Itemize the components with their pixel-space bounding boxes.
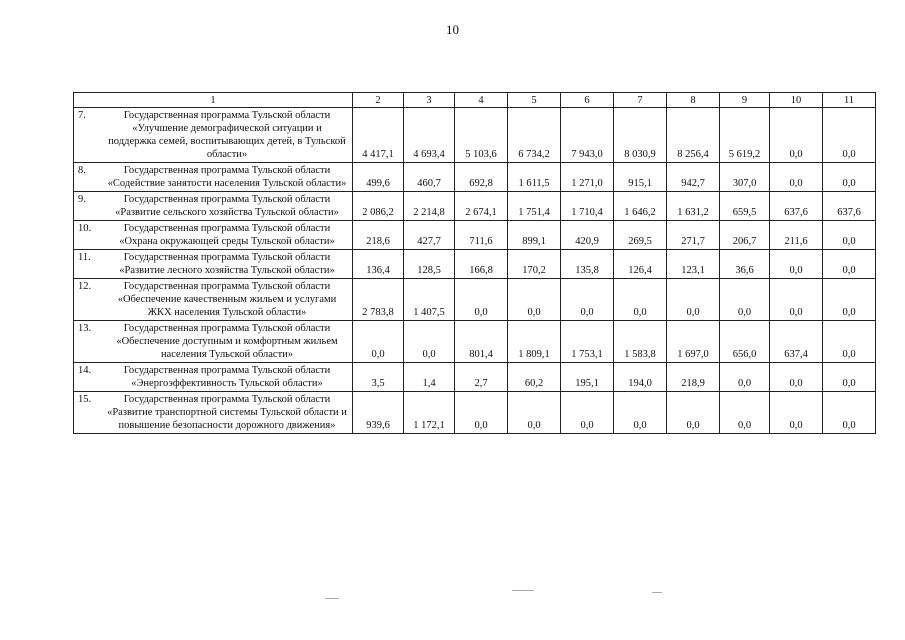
table-row [74,279,876,321]
value-cell: 0,0 [720,279,770,321]
value-cell: 2,7 [455,363,508,392]
value-cell: 0,0 [614,279,667,321]
value-cell: 659,5 [720,192,770,221]
column-header: 2 [353,93,404,108]
value-cell: 0,0 [823,221,876,250]
value-cell: 2 086,2 [353,192,404,221]
table-row [74,221,876,250]
value-cell: 711,6 [455,221,508,250]
program-name: Государственная программа Тульской области «Охрана окружающей среды Тульской области» [119,223,335,247]
row-index: 7. [78,110,86,121]
value-cell: 1 583,8 [614,321,667,363]
row-index: 10. [78,223,92,234]
program-name-cell [74,192,353,221]
value-cell: 0,0 [770,363,823,392]
value-cell: 1 809,1 [508,321,561,363]
value-cell: 194,0 [614,363,667,392]
row-index: 13. [78,323,92,334]
value-cell: 1 611,5 [508,163,561,192]
value-cell: 0,0 [823,108,876,163]
value-cell: 427,7 [404,221,455,250]
value-cell: 1 646,2 [614,192,667,221]
column-header: 1 [74,93,353,108]
value-cell: 0,0 [508,392,561,434]
value-cell: 5 619,2 [720,108,770,163]
program-name: Государственная программа Тульской области «Обеспечение доступным и комфортным жильем населения Тульской области» [116,323,338,360]
table-row [74,192,876,221]
value-cell: 211,6 [770,221,823,250]
value-cell: 0,0 [667,279,720,321]
row-index: 15. [78,394,92,405]
value-cell: 0,0 [508,279,561,321]
value-cell: 7 943,0 [561,108,614,163]
value-cell: 0,0 [823,363,876,392]
value-cell: 0,0 [823,321,876,363]
value-cell: 4 693,4 [404,108,455,163]
value-cell: 499,6 [353,163,404,192]
value-cell: 0,0 [770,392,823,434]
column-header: 4 [455,93,508,108]
row-index: 14. [78,365,92,376]
value-cell: 939,6 [353,392,404,434]
value-cell: 271,7 [667,221,720,250]
table-body [74,108,876,434]
row-index: 12. [78,281,92,292]
value-cell: 0,0 [823,279,876,321]
value-cell: 0,0 [404,321,455,363]
column-header: 7 [614,93,667,108]
value-cell: 36,6 [720,250,770,279]
table-row [74,363,876,392]
value-cell: 269,5 [614,221,667,250]
value-cell: 1 710,4 [561,192,614,221]
program-name: Государственная программа Тульской области «Развитие сельского хозяйства Тульской области» [115,194,339,218]
program-name-cell [74,163,353,192]
value-cell: 0,0 [720,392,770,434]
value-cell: 1 697,0 [667,321,720,363]
value-cell: 637,4 [770,321,823,363]
value-cell: 942,7 [667,163,720,192]
value-cell: 637,6 [823,192,876,221]
column-header: 10 [770,93,823,108]
row-index: 8. [78,165,86,176]
value-cell: 126,4 [614,250,667,279]
value-cell: 0,0 [455,279,508,321]
row-index: 11. [78,252,91,263]
value-cell: 1 407,5 [404,279,455,321]
value-cell: 307,0 [720,163,770,192]
row-index: 9. [78,194,86,205]
value-cell: 2 783,8 [353,279,404,321]
budget-table [73,92,876,434]
value-cell: 218,9 [667,363,720,392]
scan-artifact [325,598,339,599]
value-cell: 0,0 [770,279,823,321]
value-cell: 0,0 [561,392,614,434]
column-header: 11 [823,93,876,108]
program-name: Государственная программа Тульской области «Содействие занятости населения Тульской области» [107,165,347,189]
value-cell: 1 751,4 [508,192,561,221]
program-name-cell [74,363,353,392]
value-cell: 0,0 [353,321,404,363]
value-cell: 420,9 [561,221,614,250]
value-cell: 637,6 [770,192,823,221]
value-cell: 1 271,0 [561,163,614,192]
value-cell: 0,0 [770,108,823,163]
value-cell: 0,0 [770,163,823,192]
value-cell: 123,1 [667,250,720,279]
value-cell: 1 631,2 [667,192,720,221]
program-name-cell [74,250,353,279]
value-cell: 8 256,4 [667,108,720,163]
value-cell: 0,0 [823,163,876,192]
value-cell: 656,0 [720,321,770,363]
value-cell: 6 734,2 [508,108,561,163]
value-cell: 170,2 [508,250,561,279]
value-cell: 899,1 [508,221,561,250]
value-cell: 801,4 [455,321,508,363]
value-cell: 2 674,1 [455,192,508,221]
value-cell: 1 753,1 [561,321,614,363]
value-cell: 460,7 [404,163,455,192]
value-cell: 692,8 [455,163,508,192]
value-cell: 3,5 [353,363,404,392]
table-row [74,392,876,434]
column-header: 5 [508,93,561,108]
program-name: Государственная программа Тульской области «Энергоэффективность Тульской области» [123,365,331,389]
value-cell: 4 417,1 [353,108,404,163]
program-name-cell [74,321,353,363]
value-cell: 5 103,6 [455,108,508,163]
program-name: Государственная программа Тульской области «Улучшение демографической ситуации и поддержка семей, воспитывающих детей, в Тульской области» [108,110,346,160]
value-cell: 128,5 [404,250,455,279]
value-cell: 206,7 [720,221,770,250]
value-cell: 195,1 [561,363,614,392]
table-row [74,163,876,192]
value-cell: 166,8 [455,250,508,279]
value-cell: 0,0 [720,363,770,392]
column-header: 9 [720,93,770,108]
scan-artifact [512,590,534,591]
table-row [74,321,876,363]
value-cell: 0,0 [770,250,823,279]
value-cell: 2 214,8 [404,192,455,221]
program-name-cell [74,392,353,434]
header-row [74,93,876,108]
value-cell: 8 030,9 [614,108,667,163]
value-cell: 218,6 [353,221,404,250]
page-number: 10 [446,22,459,37]
column-header: 3 [404,93,455,108]
column-header: 6 [561,93,614,108]
program-name-cell [74,108,353,163]
value-cell: 136,4 [353,250,404,279]
scan-artifact [652,592,662,593]
program-name-cell [74,279,353,321]
program-name: Государственная программа Тульской области «Обеспечение качественным жильем и услугами ЖКХ населения Тульской области» [117,281,337,318]
value-cell: 0,0 [614,392,667,434]
program-name-cell [74,221,353,250]
value-cell: 60,2 [508,363,561,392]
value-cell: 1,4 [404,363,455,392]
value-cell: 1 172,1 [404,392,455,434]
table-row [74,108,876,163]
value-cell: 135,8 [561,250,614,279]
value-cell: 0,0 [823,250,876,279]
value-cell: 915,1 [614,163,667,192]
value-cell: 0,0 [561,279,614,321]
value-cell: 0,0 [455,392,508,434]
value-cell: 0,0 [823,392,876,434]
program-name: Государственная программа Тульской области «Развитие лесного хозяйства Тульской области» [119,252,335,276]
table-row [74,250,876,279]
program-name: Государственная программа Тульской области «Развитие транспортной системы Тульской области и повышение безопасности дорожного движения» [107,394,347,431]
value-cell: 0,0 [667,392,720,434]
column-header: 8 [667,93,720,108]
